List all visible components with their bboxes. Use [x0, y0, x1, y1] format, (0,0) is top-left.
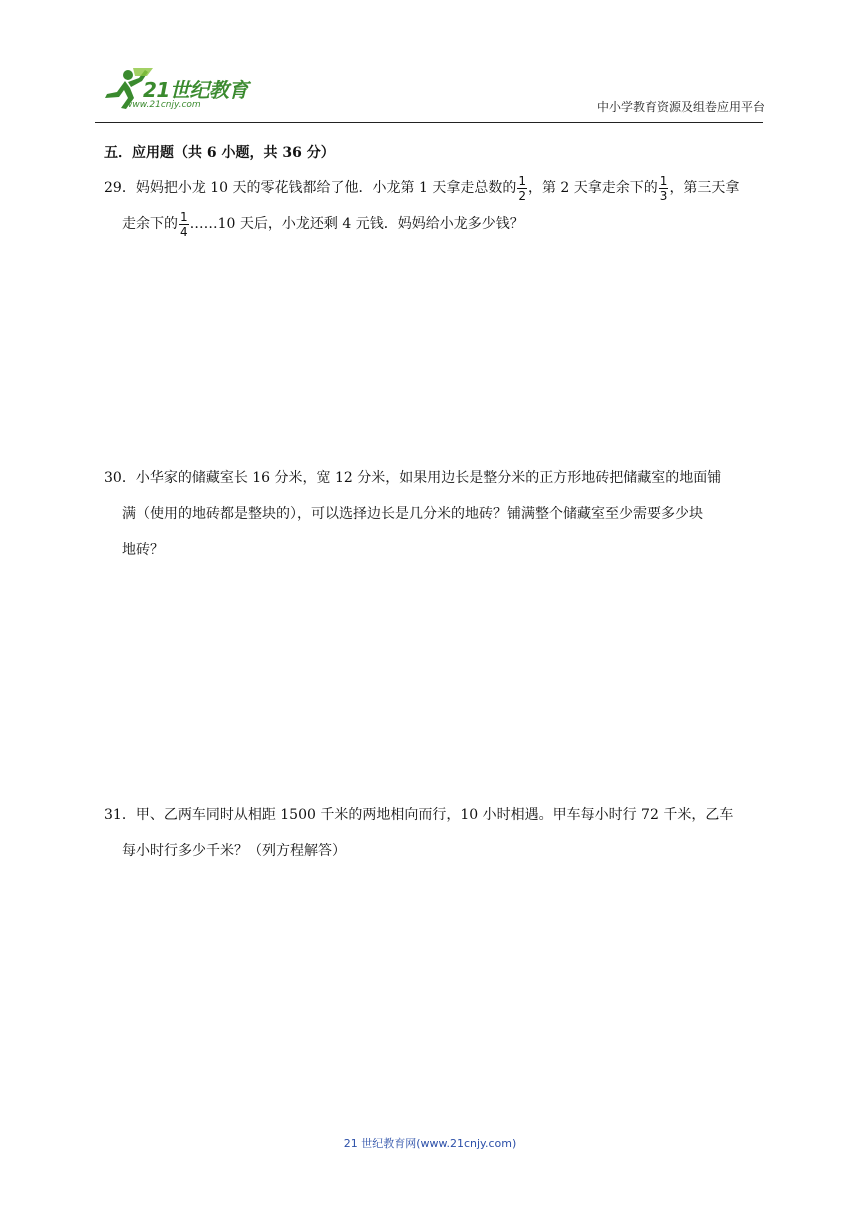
question-31	[104, 797, 760, 869]
fraction-numerator: 1	[659, 173, 668, 188]
page-header	[95, 60, 765, 120]
q29-text-a: 29．妈妈把小龙 10 天的零花钱都给了他．小龙第 1 天拿走总数的	[104, 180, 517, 196]
question-30-line-2: 满（使用的地砖都是整块的），可以选择边长是几分米的地砖？铺满整个储藏室至少需要多少块	[122, 506, 703, 522]
section-title: 五．应用题（共 6 小题，共 36 分）	[104, 145, 335, 161]
question-29	[104, 170, 760, 242]
question-31-line-1: 31．甲、乙两车同时从相距 1500 千米的两地相向而行，10 小时相遇。甲车每小时行 72 千米，乙车	[104, 807, 734, 823]
fraction-1-4	[179, 210, 189, 239]
footer-link[interactable]: 21 世纪教育网(www.21cnjy.com)	[343, 1137, 517, 1150]
logo	[95, 60, 265, 116]
fraction-numerator: 1	[180, 209, 188, 224]
q29-text-c: ，第三天拿	[669, 180, 740, 196]
question-29-line-1	[104, 170, 760, 206]
logo-url: www.21cnjy.com	[125, 100, 201, 110]
fraction-denominator: 2	[518, 188, 526, 203]
logo-text: 21世纪教育	[143, 78, 248, 102]
question-29-line-2	[104, 206, 760, 242]
q29-text-b: ，第 2 天拿走余下的	[527, 180, 658, 196]
question-30-line-1: 30．小华家的储藏室长 16 分米，宽 12 分米，如果用边长是整分米的正方形地砖把储藏室的地面铺	[104, 470, 722, 486]
fraction-1-3	[659, 174, 669, 203]
question-31-line-2: 每小时行多少千米？（列方程解答）	[122, 843, 346, 859]
fraction-denominator: 3	[659, 188, 668, 203]
fraction-denominator: 4	[180, 224, 188, 239]
header-divider	[95, 122, 763, 123]
fraction-numerator: 1	[518, 173, 526, 188]
q29-text-d: 走余下的	[122, 216, 178, 232]
platform-label: 中小学教育资源及组卷应用平台	[596, 100, 765, 114]
question-30-line-3: 地砖？	[122, 542, 164, 558]
fraction-1-2	[517, 174, 527, 203]
question-30	[104, 460, 760, 568]
q29-text-e: ……10 天后，小龙还剩 4 元钱．妈妈给小龙多少钱？	[189, 216, 524, 232]
